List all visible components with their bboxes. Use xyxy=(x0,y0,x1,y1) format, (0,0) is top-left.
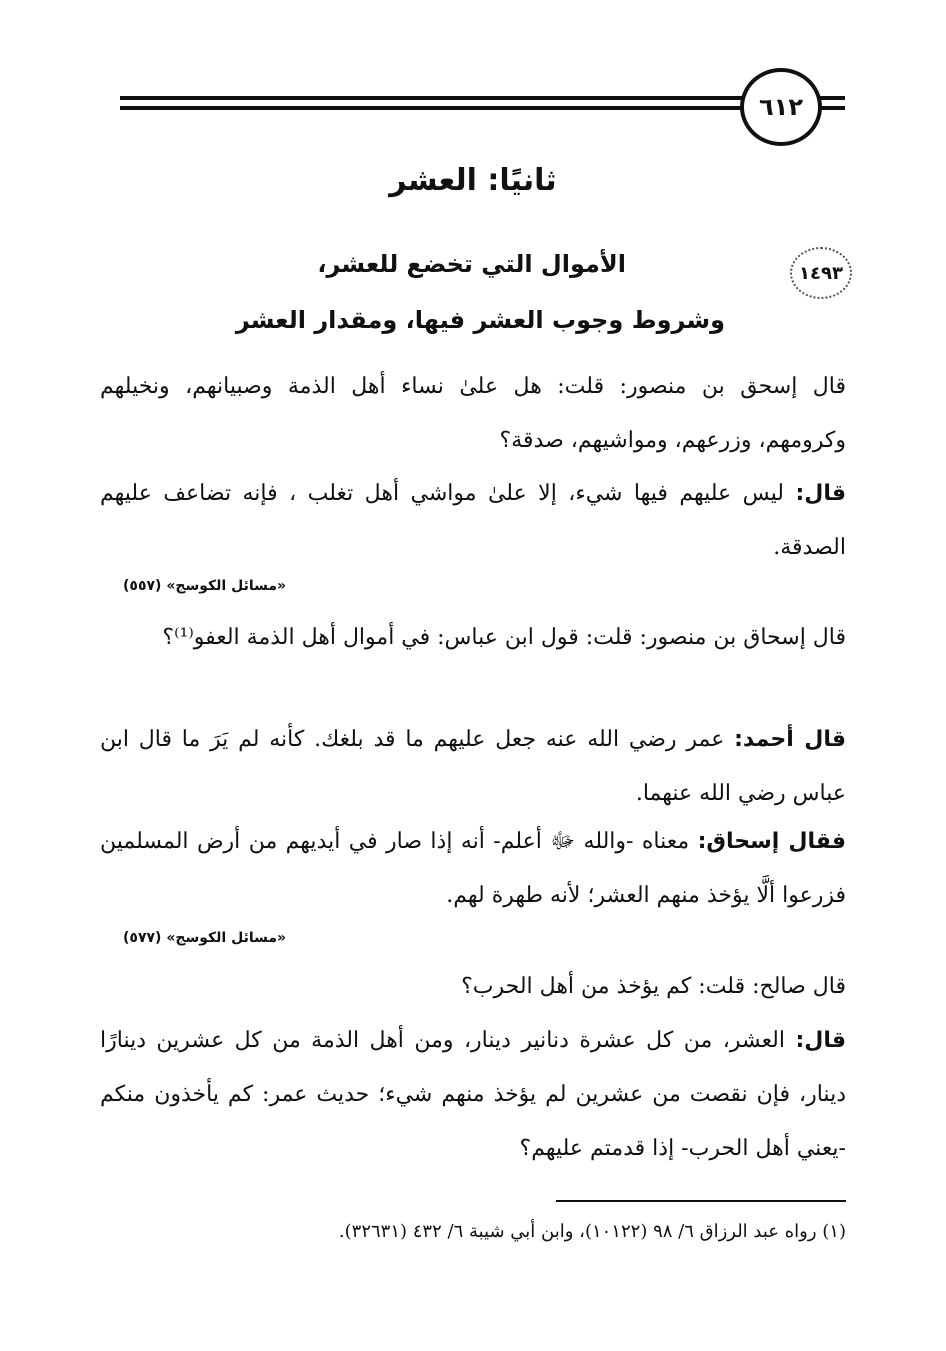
paragraph xyxy=(100,713,846,821)
speaker-label: قال: xyxy=(795,1028,846,1053)
header-rule xyxy=(120,96,845,108)
section-title: ثانيًا: العشر xyxy=(389,163,557,198)
page-header xyxy=(120,62,845,142)
source-citation: «مسائل الكوسج» (٥٥٧) xyxy=(123,578,287,594)
paragraph-text: ليس عليهم فيها شيء، إلا علىٰ مواشي أهل تغلب ، فإنه تضاعف عليهم الصدقة. xyxy=(100,481,846,560)
paragraph: قال إسحاق بن منصور: قلت: قول ابن عباس: في أموال أهل الذمة العفو⁽¹⁾؟ xyxy=(162,625,846,650)
paragraph: قال إسحق بن منصور: قلت: هل علىٰ نساء أهل الذمة وصبيانهم، ونخيلهم وكرومهم، وزرعهم، ومواشيهم، صدقة؟ xyxy=(100,374,846,453)
speaker-label: فقال إسحاق: xyxy=(697,829,846,854)
issue-title-line2: وشروط وجوب العشر فيها، ومقدار العشر xyxy=(235,306,725,334)
speaker-label: قال: xyxy=(795,481,846,506)
paragraph xyxy=(100,467,846,575)
footnote: (١) رواه عبد الرزاق ٦/ ٩٨ (١٠١٢٢)، وابن أبي شيبة ٦/ ٤٣٢ (٣٢٦٣١). xyxy=(338,1221,846,1242)
paragraph-text: معناه -والله ﷻ أعلم- أنه إذا صار في أيديهم من أرض المسلمين فزرعوا ألَّا يؤخذ منهم العشر؛ لأنه طهرة لهم. xyxy=(100,829,846,908)
paragraph xyxy=(100,815,846,923)
paragraph xyxy=(100,1014,846,1176)
page-number: ٦١٢ xyxy=(740,68,822,146)
paragraph-text: عمر رضي الله عنه جعل عليهم ما قد بلغك. كأنه لم يَرَ ما قال ابن عباس رضي الله عنهما. xyxy=(100,727,846,806)
issue-number-badge: ١٤٩٣ xyxy=(790,247,852,299)
footnote-rule xyxy=(556,1200,846,1202)
paragraph-text: العشر، من كل عشرة دنانير دينار، ومن أهل الذمة من كل عشرين دينارًا دينار، فإن نقصت من عشرين لم يؤخذ منهم شيء؛ حديث عمر: كم يأخذون منكم -يعني أهل الحرب- إذا قدمتم عليهم؟ xyxy=(100,1028,846,1161)
speaker-label: قال أحمد: xyxy=(734,727,846,752)
issue-title-line1: الأموال التي تخضع للعشر، xyxy=(317,250,626,278)
paragraph: قال صالح: قلت: كم يؤخذ من أهل الحرب؟ xyxy=(461,974,846,999)
source-citation: «مسائل الكوسج» (٥٧٧) xyxy=(123,930,287,946)
header-rule-thin xyxy=(120,108,845,110)
